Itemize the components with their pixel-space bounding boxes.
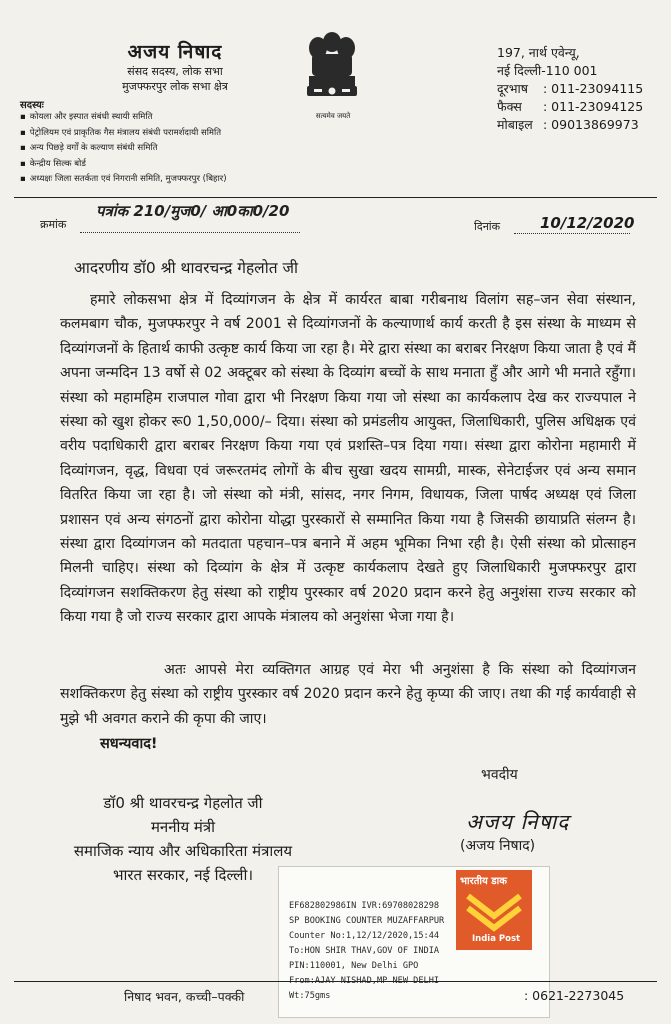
closing-yours: भवदीय [481,767,518,783]
phone-label: दूरभाष [497,81,529,96]
mobile-label: मोबाइल [497,117,533,132]
signature: अजय निषाद [466,810,570,834]
salutation: आदरणीय डॉ0 श्री थावरचन्द्र गेहलोत जी [74,259,298,277]
header-divider [14,197,657,198]
mobile-value: : 09013869973 [543,117,639,132]
closing-thanks: सधन्यवाद! [100,736,158,752]
committee-item: ▪ अध्यक्षः जिला सतर्कता एवं निगरानी समिति, मुजफ्फरपुर (बिहार) [20,172,227,188]
india-post-logo-hindi: भारतीय डाक [460,876,507,887]
india-post-logo-icon [456,870,532,950]
postal-line: Counter No:1,12/12/2020,15:44 [289,931,440,941]
mobile-row [497,116,643,134]
postal-line: PIN:110001, New Delhi GPO [289,961,419,971]
reference-dotted-line [80,232,300,233]
body-paragraph-2: अतः आपसे मेरा व्यक्तिगत आग्रह एवं मेरा भी अनुशंसा है कि संस्था को दिव्यांगजन सशक्तिकरण हेतु संस्था को राष्ट्रीय पुरस्कार वर्ष 2020 प्रदान करने हेतु कृप्या की जाए। तथा की गई कार्यवाही से मुझे भी अवगत कराने की कृपा की जाए। [60,662,636,727]
postal-line: SP BOOKING COUNTER MUZAFFARPUR [289,916,445,926]
sender-position: संसद सदस्य, लोक सभा [127,65,223,78]
letterhead-contact [497,44,643,134]
member-title: सदस्यः [20,100,44,111]
postal-receipt-text [289,899,444,1004]
address-line-1: 197, नार्थ एवेन्यू, [497,45,580,60]
address-line-2: नई दिल्ली-110 001 [497,63,598,78]
letterhead-sender [90,38,260,94]
footer-address: निषाद भवन, कच्ची–पक्की [124,989,245,1004]
addressee-ministry: समाजिक न्याय और अधिकारिता मंत्रालय [73,842,293,860]
sender-name: अजय निषाद [127,41,223,63]
phone-row [497,80,643,98]
postal-line: Wt:75gms [289,991,331,1001]
sender-constituency: मुजफ्फरपुर लोक सभा क्षेत्र [122,80,228,93]
committee-item: ▪ पेट्रोलियम एवं प्राकृतिक गैस मंत्रालय संबंधी परामर्शदायी समिति [20,126,227,142]
footer-divider [14,981,657,982]
addressee-title: मननीय मंत्री [150,818,216,836]
reference-label: क्रमांक [40,218,67,231]
addressee-block [63,791,303,887]
postal-line: To:HON SHIR THAV,GOV OF INDIA [289,946,440,956]
emblem-motto: सत्यमेव जयते [315,112,351,120]
committee-item: ▪ अन्य पिछड़े वर्गों के कल्याण संबंधी समिति [20,141,227,157]
addressee-location: भारत सरकार, नई दिल्ली। [112,866,254,884]
date-value: 10/12/2020 [540,214,635,232]
postal-line: EF682802986IN IVR:69708028298 [289,901,440,911]
postal-line: From:AJAY NISHAD,MP NEW DELHI [289,976,440,986]
fax-value: : 011-23094125 [543,99,644,114]
footer-phone: : 0621-2273045 [524,988,625,1003]
committee-item: ▪ केन्द्रीय सिल्क बोर्ड [20,157,227,173]
fax-label: फैक्स [497,99,522,114]
body-paragraph-1: हमारे लोकसभा क्षेत्र में दिव्यांगजन के क्षेत्र में कार्यरत बाबा गरीबनाथ विलांग सह–जन सेवा संस्थान, कलमबाग चौक, मुजफ्फरपुर ने वर्ष 2001 से दिव्यांगजनों के कल्याणार्थ कार्य करती है इस संस्था के माध्यम से दिव्यांगजनों के हितार्थ काफी उत्कृष्ट कार्य किया जा रहा है। मेरे द्वारा संस्था का बराबर निरक्षण किया जाता है एवं मैं अपना जन्मदिन 13 वर्षो से 02 अक्टूबर को संस्था के दिव्यांग बच्चों के साथ मनाता हुँ और आगे भी मनाते रहुँगा। संस्था को महामहिम राजपाल गोवा द्वारा भी निरक्षण किया गया जो संस्था का कार्यकलाप देख कर राज्यपाल ने संस्था को खुश होकर रू0 1,50,000/– दिया। संस्था को प्रमंडलीय आयुक्त, जिलाधिकारी, पुलिस अधिक्षक एवं वरीय पदाधिकारी द्वारा बराबर निरक्षण किया गया एवं प्रशस्ति–पत्र दिया गया। संस्था द्वारा कोरोना महामारी में दिव्यांगजन, वृद्ध, विधवा एवं जरूरतमंद लोगों के बीच सुखा खदय सामग्री, मास्क, सेनेटाईजर एवं अन्य समान वितरित किया जा रहा है। जो संस्था को मंत्री, सांसद, नगर निगम, विधायक, जिला पार्षद अध्यक्ष एवं जिला प्रशासन एवं अन्य संगठनों द्वारा कोरोना योद्धा पुरस्कारों से सम्मानित किया गया है जिसकी छायाप्रति संलग्न है। संस्था द्वारा दिव्यांगजन को मतदाता पहचान–पत्र बनाने में अहम भूमिका निभा रही है। ऐसी संस्था को प्रोत्साहन मिलनी चाहिए। संस्था को दिव्यांग के क्षेत्र में उत्कृष्ट कार्यकलाप देखते हुए जिलाधिकारी मुजफ्फरपुर द्वारा दिव्यांगजन सशक्तिकरण हेतु संस्था को राष्ट्रीय पुरस्कार वर्ष 2020 प्रदान करने हेतु अनुशंसा राज्य सरकार को किया गया है जो राज्य सरकार द्वारा आपके मंत्रालय को अनुशंसा भेजा गया है। [60,292,636,626]
addressee-name: डॉ0 श्री थावरचन्द्र गेहलोत जी [103,794,263,812]
national-emblem-icon [302,28,362,124]
reference-number: पत्रांक 210/मुज0/ आ0का0/20 [96,202,290,220]
date-label: दिनांक [474,220,501,233]
committee-item: ▪ कोयला और इस्पात संबंधी स्थायी समिति [20,110,227,126]
fax-row [497,98,643,116]
committee-list [20,110,227,188]
phone-value: : 011-23094115 [543,81,644,96]
india-post-logo-english: India Post [472,934,521,944]
signer-name: (अजय निषाद) [460,838,536,854]
date-dotted-line [514,233,630,234]
